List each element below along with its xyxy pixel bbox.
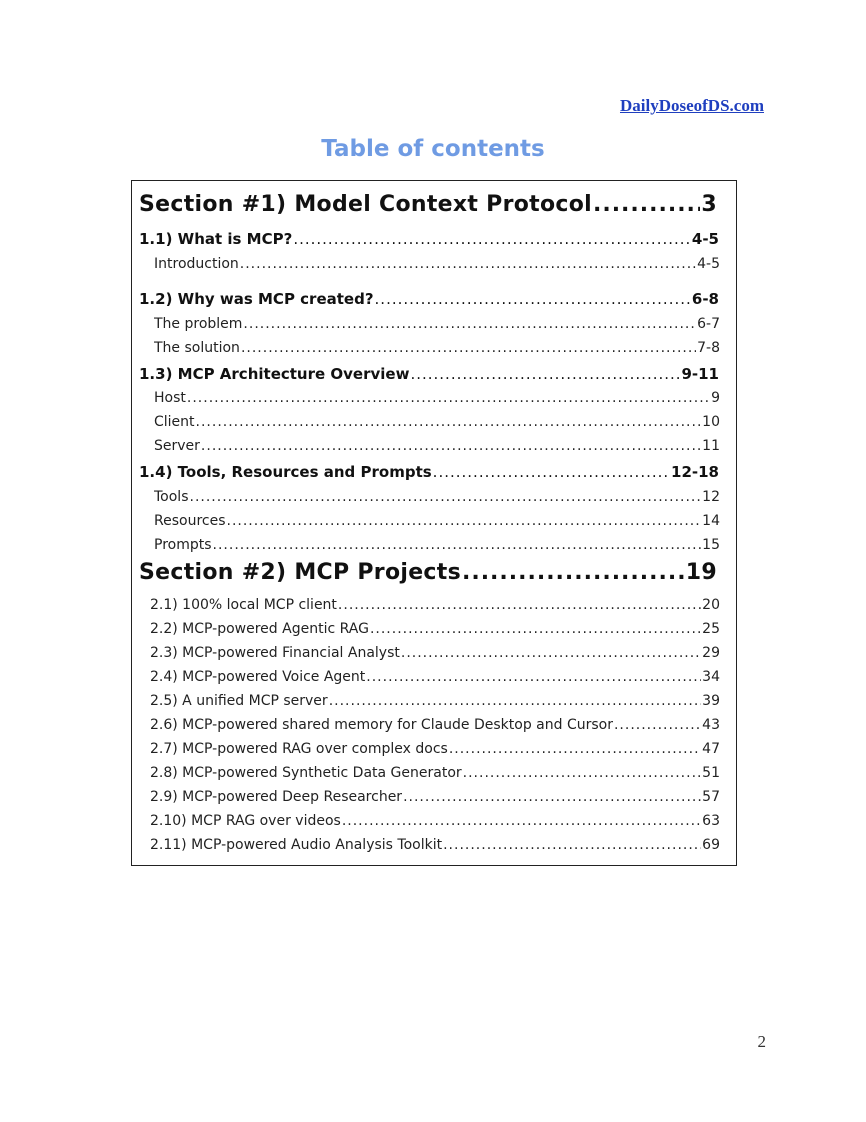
toc-project[interactable] xyxy=(150,621,720,637)
toc-project[interactable] xyxy=(150,717,720,733)
toc-project[interactable] xyxy=(150,645,720,661)
toc-item[interactable] xyxy=(154,256,720,272)
toc-label: 2.9) MCP-powered Deep Researcher xyxy=(150,789,403,805)
toc-page: 4-5 xyxy=(691,230,719,248)
toc-page: 15 xyxy=(702,537,720,553)
toc-page: 3 xyxy=(701,192,717,217)
toc-project[interactable] xyxy=(150,765,720,781)
toc-label: 1.2) Why was MCP created? xyxy=(139,290,374,308)
toc-label: 2.5) A unified MCP server xyxy=(150,693,328,709)
toc-label: 2.2) MCP-powered Agentic RAG xyxy=(150,621,369,637)
toc-page: 47 xyxy=(702,741,720,757)
toc-item[interactable] xyxy=(154,438,720,454)
toc-item[interactable] xyxy=(154,414,720,430)
toc-label: Server xyxy=(154,438,200,454)
toc-page: 69 xyxy=(702,837,720,853)
toc-page: 51 xyxy=(702,765,720,781)
page-number: 2 xyxy=(757,1032,766,1051)
toc-project[interactable] xyxy=(150,789,720,805)
toc-label: 2.4) MCP-powered Voice Agent xyxy=(150,669,366,685)
toc-section-2[interactable] xyxy=(139,560,717,585)
toc-page: 4-5 xyxy=(697,256,720,272)
toc-page: 11 xyxy=(702,438,720,454)
toc-project[interactable] xyxy=(150,669,720,685)
toc-item[interactable] xyxy=(154,316,720,332)
toc-page: 34 xyxy=(702,669,720,685)
toc-page: 10 xyxy=(702,414,720,430)
toc-subsection-1-4[interactable] xyxy=(139,463,719,481)
toc-page: 43 xyxy=(702,717,720,733)
toc-label: 2.1) 100% local MCP client xyxy=(150,597,337,613)
toc-project[interactable] xyxy=(150,597,720,613)
toc-label: The solution xyxy=(154,340,240,356)
toc-page: 14 xyxy=(702,513,720,529)
toc-page: 19 xyxy=(685,560,717,585)
toc-label: 2.11) MCP-powered Audio Analysis Toolkit xyxy=(150,837,443,853)
toc-page: 12-18 xyxy=(671,463,719,481)
toc-page: 57 xyxy=(702,789,720,805)
toc-item[interactable] xyxy=(154,537,720,553)
toc-section-1[interactable] xyxy=(139,192,717,217)
toc-label: 2.8) MCP-powered Synthetic Data Generator xyxy=(150,765,462,781)
toc-item[interactable] xyxy=(154,513,720,529)
toc-label: Client xyxy=(154,414,195,430)
toc-page: 7-8 xyxy=(697,340,720,356)
toc-page: 25 xyxy=(702,621,720,637)
toc-item[interactable] xyxy=(154,489,720,505)
toc-label: 2.10) MCP RAG over videos xyxy=(150,813,341,829)
toc-label: Introduction xyxy=(154,256,239,272)
toc-page: 9-11 xyxy=(681,365,719,383)
toc-project[interactable] xyxy=(150,693,720,709)
toc-box xyxy=(131,180,737,866)
toc-label: Prompts xyxy=(154,537,212,553)
brand-link[interactable]: DailyDoseofDS.com xyxy=(619,96,764,115)
toc-label: Section #1) Model Context Protocol xyxy=(139,192,592,217)
toc-label: 1.3) MCP Architecture Overview xyxy=(139,365,410,383)
toc-item[interactable] xyxy=(154,390,720,406)
toc-label: 1.1) What is MCP? xyxy=(139,230,293,248)
toc-page: 6-7 xyxy=(697,316,720,332)
toc-label: 2.6) MCP-powered shared memory for Claude Desktop and Cursor xyxy=(150,717,613,733)
toc-subsection-1-3[interactable] xyxy=(139,365,719,383)
toc-page: 39 xyxy=(702,693,720,709)
toc-project[interactable] xyxy=(150,837,720,853)
toc-subsection-1-2[interactable] xyxy=(139,290,719,308)
toc-label: 1.4) Tools, Resources and Prompts xyxy=(139,463,432,481)
toc-label: 2.3) MCP-powered Financial Analyst xyxy=(150,645,400,661)
toc-page: 6-8 xyxy=(691,290,719,308)
toc-page: 29 xyxy=(702,645,720,661)
toc-page: 20 xyxy=(702,597,720,613)
toc-title: Table of contents xyxy=(321,136,545,162)
toc-project[interactable] xyxy=(150,741,720,757)
toc-label: Section #2) MCP Projects xyxy=(139,560,461,585)
toc-project[interactable] xyxy=(150,813,720,829)
toc-label: 2.7) MCP-powered RAG over complex docs xyxy=(150,741,448,757)
toc-subsection-1-1[interactable] xyxy=(139,230,719,248)
toc-page: 9 xyxy=(711,390,720,406)
toc-item[interactable] xyxy=(154,340,720,356)
toc-label: Host xyxy=(154,390,186,406)
toc-label: Resources xyxy=(154,513,226,529)
toc-page: 12 xyxy=(702,489,720,505)
toc-page: 63 xyxy=(702,813,720,829)
toc-label: The problem xyxy=(154,316,243,332)
toc-label: Tools xyxy=(154,489,189,505)
